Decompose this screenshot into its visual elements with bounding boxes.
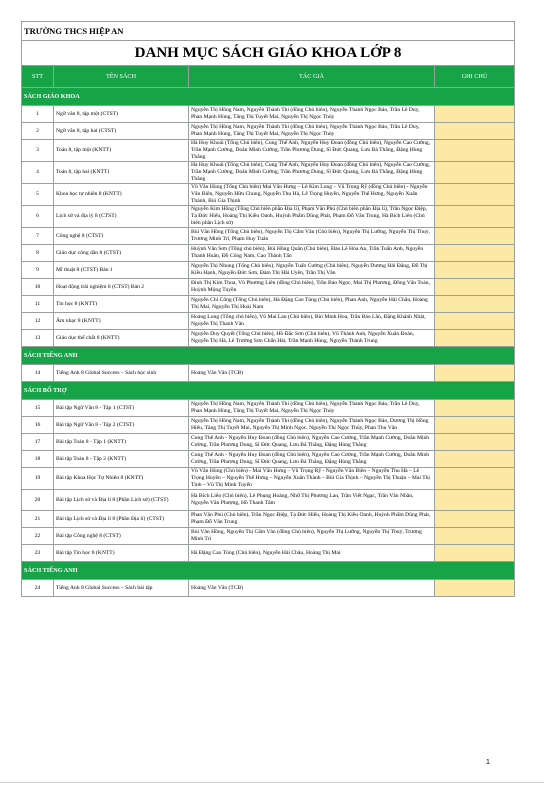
cell-book-title: Toán 8, tập hai (KNTT): [54, 162, 189, 184]
header-stt: STT: [22, 66, 54, 88]
cell-book-title: Bài tập Toán 8 - Tập 2 (KNTT): [54, 451, 189, 468]
cell-note: [435, 245, 515, 262]
book-list-body: [22, 22, 515, 597]
cell-authors: [189, 140, 435, 162]
cell-book-title: Bài tập Ngữ Văn 8 - Tập 1 (CTST): [54, 400, 189, 417]
authors-text: Nguyễn Chí Công (Tổng Chủ biên), Hà Đặng Cao Tùng (Chủ biên), Phan Anh, Nguyễn Hải Châu, Hoàng Thị Mai, Nguyễn Thị Hoài Nam: [191, 297, 428, 310]
table-row: [22, 140, 515, 162]
table-row: [22, 468, 515, 490]
cell-book-title: Bài tập Khoa Học Tự Nhiên 8 (KNTT): [54, 468, 189, 490]
authors-text: Nguyễn Thị Hồng Nam, Nguyễn Thành Thi (đồng Chủ biên), Nguyễn Thành Ngọc Bảo, Trần Lê Duy, Phan Mạnh Hùng, Tăng Thị Tuyết Mai, Nguyễn Thị Ngọc Thúy: [191, 401, 420, 414]
cell-stt: 24: [22, 580, 54, 597]
cell-authors: [189, 279, 435, 296]
cell-authors: [189, 511, 435, 528]
cell-stt: 23: [22, 545, 54, 562]
cell-note: [435, 184, 515, 206]
authors-text: Bùi Văn Hồng (Tổng Chủ biên), Nguyễn Thị Cẩm Vân (Chủ biên), Nguyễn Thị Lưỡng, Nguyễn Thị Thuý, Trương Minh Trí, Phạm Huy Tuân: [191, 229, 430, 242]
header-ten-sach: TÊN SÁCH: [54, 66, 189, 88]
cell-note: [435, 162, 515, 184]
table-row: [22, 245, 515, 262]
authors-text: Huỳnh Văn Sơn (Tổng chủ biên), Bùi Hồng Quân (Chủ biên), Đào Lê Hòa An, Trần Tuấn Anh, Nguyễn Thanh Huân, Đỗ Công Nam, Cao Thành Tấn: [191, 246, 424, 259]
table-row: [22, 313, 515, 330]
cell-note: [435, 490, 515, 511]
cell-note: [435, 580, 515, 597]
cell-book-title: Ngữ văn 8, tập hai (CTST): [54, 123, 189, 140]
section-header: [22, 562, 515, 580]
table-row: [22, 262, 515, 279]
header-row: [22, 66, 515, 88]
table-row: [22, 434, 515, 451]
authors-text: Hà Đặng Cao Tùng (Chủ biên), Nguyễn Hải Châu, Hoàng Thị Mai: [191, 549, 341, 556]
cell-stt: 8: [22, 245, 54, 262]
cell-stt: 20: [22, 490, 54, 511]
cell-note: [435, 468, 515, 490]
header-ghi-chu: GHI CHÚ: [435, 66, 515, 88]
cell-note: [435, 206, 515, 228]
cell-note: [435, 313, 515, 330]
cell-book-title: Âm nhạc 8 (KNTT): [54, 313, 189, 330]
cell-stt: 4: [22, 162, 54, 184]
cell-authors: [189, 365, 435, 382]
authors-text: Nguyễn Thị Hồng Nam, Nguyễn Thành Thi (đồng Chủ biên), Nguyễn Thành Ngọc Bảo, Trần Lê Duy, Phan Mạnh Hùng, Tăng Thị Tuyết Mai, Nguyễn Thị Ngọc Thúy: [191, 107, 420, 120]
authors-text: Hà Huy Khoái (Tổng Chủ biên), Cung Thế Anh, Nguyễn Huy Đoan (đồng Chủ biên), Nguyễn Cao Cường, Trần Mạnh Cường, Doãn Minh Cường, Trần Phương Dung, Sĩ Đức Quang, Lưu Bá Thắng, Đặng Hùng Thắng: [191, 140, 431, 160]
table-row: [22, 400, 515, 417]
table-row: [22, 580, 515, 597]
page-number: 1: [486, 759, 490, 766]
cell-note: [435, 545, 515, 562]
page-bottom-divider: [0, 782, 544, 783]
authors-text: Vũ Văn Hùng (Chủ biên) - Mai Văn Hưng – Vũ Trọng Rỹ - Nguyễn Văn Biên – Nguyễn Thu Hà – Lê Trọng Huyền – Nguyễn Thế Hưng – Nguyễn Xuân Thành – Bùi Gia Thịnh – Nguyễn Thị Thuận – Mai Thị Tình – Vũ Thị Minh Tuyến: [191, 468, 430, 488]
table-row: [22, 490, 515, 511]
cell-note: [435, 140, 515, 162]
cell-authors: [189, 262, 435, 279]
cell-note: [435, 123, 515, 140]
cell-stt: 21: [22, 511, 54, 528]
cell-authors: [189, 330, 435, 347]
cell-authors: [189, 468, 435, 490]
table-row: [22, 106, 515, 123]
cell-authors: [189, 400, 435, 417]
cell-note: [435, 330, 515, 347]
table-row: [22, 184, 515, 206]
header-tac-gia: TÁC GIẢ: [189, 66, 435, 88]
cell-stt: 9: [22, 262, 54, 279]
cell-stt: 12: [22, 313, 54, 330]
cell-note: [435, 451, 515, 468]
cell-stt: 11: [22, 296, 54, 313]
cell-stt: 22: [22, 528, 54, 545]
cell-authors: [189, 434, 435, 451]
cell-stt: 13: [22, 330, 54, 347]
authors-text: Hoàng Văn Vân (TCB): [191, 369, 244, 376]
cell-authors: [189, 417, 435, 434]
cell-book-title: Công nghệ 8 (CTST): [54, 228, 189, 245]
authors-text: Cung Thế Anh - Nguyễn Huy Đoan (đồng Chủ biên), Nguyễn Cao Cường, Trần Mạnh Cường, Doãn Minh Cường, Trần Phương Dung, Sĩ Đức Quang, Lưu Bá Thắng, Đặng Hùng Thắng: [191, 435, 430, 448]
section-header: [22, 88, 515, 106]
section-title: SÁCH BỔ TRỢ: [22, 382, 515, 400]
page-title: DANH MỤC SÁCH GIÁO KHOA LỚP 8: [22, 41, 515, 66]
cell-note: [435, 434, 515, 451]
cell-stt: 10: [22, 279, 54, 296]
cell-stt: 14: [22, 365, 54, 382]
cell-authors: [189, 245, 435, 262]
authors-text: Nguyễn Thị Nhung (Tổng Chủ biên), Nguyễn Tuấn Cường (Chủ biên), Nguyễn Dương Hải Đăng, Đỗ Thị Kiều Hạnh, Nguyễn Đức Sơn, Đàm Thị Hải Uyên, Trần Thị Vân: [191, 263, 428, 276]
authors-text: Hà Bích Liên (Chủ biên), Lê Phụng Hoàng, Nhữ Thị Phương Lan, Trần Viết Ngạc, Trần Văn Nhân, Nguyễn Văn Phượng, Hồ Thanh Tâm: [191, 493, 414, 506]
book-list-table: [21, 21, 515, 597]
authors-text: Vũ Văn Hùng (Tổng Chủ biên) Mai Văn Hưng – Lê Kim Long – Vũ Trọng Rỹ (đồng Chủ biên) - Nguyễn Văn Biên, Nguyễn Hữu Chung, Nguyễn Thu Hà, Lê Trọng Huyền, Nguyễn Thế Hưng, Nguyễn Xuân Thành, Bùi Gia Thịnh: [191, 184, 428, 204]
cell-book-title: Tin học 8 (KNTT): [54, 296, 189, 313]
cell-stt: 3: [22, 140, 54, 162]
cell-authors: [189, 106, 435, 123]
cell-note: [435, 400, 515, 417]
cell-authors: [189, 184, 435, 206]
table-row: [22, 511, 515, 528]
table-row: [22, 330, 515, 347]
cell-book-title: Tiếng Anh 8 Global Success – Sách bài tập: [54, 580, 189, 597]
cell-note: [435, 262, 515, 279]
cell-book-title: Toán 8, tập một (KNTT): [54, 140, 189, 162]
cell-book-title: Bài tập Toán 8 - Tập 1 (KNTT): [54, 434, 189, 451]
authors-text: Nguyễn Thị Hồng Nam, Nguyễn Thành Thi (đồng Chủ biên), Nguyễn Thành Ngọc Bảo, Trần Lê Duy, Phan Mạnh Hùng, Tăng Thị Tuyết Mai, Nguyễn Thị Ngọc Thúy: [191, 124, 420, 137]
cell-stt: 5: [22, 184, 54, 206]
table-row: [22, 228, 515, 245]
cell-note: [435, 228, 515, 245]
cell-authors: [189, 123, 435, 140]
cell-authors: [189, 206, 435, 228]
table-row: [22, 451, 515, 468]
table-row: [22, 296, 515, 313]
authors-text: Hoàng Long (Tổng chủ biên), Vũ Mai Lan (Chủ biên), Bùi Minh Hoa, Trần Bảo Lân, Đặng Khánh Nhật, Nguyễn Thị Thanh Vân: [191, 314, 426, 327]
section-header: [22, 382, 515, 400]
cell-stt: 19: [22, 468, 54, 490]
cell-book-title: Mĩ thuật 8 (CTST) Bản 1: [54, 262, 189, 279]
authors-text: Nguyễn Duy Quyết (Tổng Chủ biên), Hồ Đắc Sơn (Chủ biên), Vũ Thành Anh, Nguyễn Xuân Đoàn, Nguyễn Thị Hà, Lê Trường Sơn Chấn Hải, Trần Mạnh Hùng, Nguyễn Thành Trung: [191, 331, 415, 344]
cell-book-title: Khoa học tự nhiên 8 (KNTT): [54, 184, 189, 206]
section-title: SÁCH GIÁO KHOA: [22, 88, 515, 106]
cell-note: [435, 528, 515, 545]
cell-stt: 17: [22, 434, 54, 451]
table-row: [22, 279, 515, 296]
authors-text: Nguyễn Kim Hồng (Tổng Chủ biên phần Địa lí), Phạm Văn Phú (Chủ biên phần Địa lí), Trần Ngọc Điệp, Tạ Đức Hiếu, Hoàng Thị Kiều Oanh, Huỳnh Phẩm Dũng Phát, Phạm Đỗ Văn Trung, Hà Bích Liên (Chủ biên phần Lịch sử): [191, 206, 428, 226]
cell-stt: 15: [22, 400, 54, 417]
cell-authors: [189, 490, 435, 511]
school-row: [22, 22, 515, 41]
cell-book-title: Giáo dục thể chất 8 (KNTT): [54, 330, 189, 347]
cell-note: [435, 511, 515, 528]
cell-stt: 6: [22, 206, 54, 228]
cell-book-title: Bài tập Tin học 8 (KNTT): [54, 545, 189, 562]
table-row: [22, 417, 515, 434]
cell-stt: 18: [22, 451, 54, 468]
cell-book-title: Lịch sử và địa lý 8 (CTST): [54, 206, 189, 228]
cell-stt: 7: [22, 228, 54, 245]
title-row: [22, 41, 515, 66]
cell-authors: [189, 162, 435, 184]
cell-stt: 1: [22, 106, 54, 123]
authors-text: Nguyễn Thị Hồng Nam, Nguyễn Thành Thi (đồng Chủ biên), Nguyễn Thành Ngọc Bảo, Dương Thị Hồng Hiếu, Tăng Thị Tuyết Mai, Nguyễn Thị Minh Ngọc, Nguyễn Thị Ngọc Thúy, Phan Thu Vân: [191, 418, 429, 431]
cell-authors: [189, 545, 435, 562]
cell-authors: [189, 296, 435, 313]
school-name: TRƯỜNG THCS HIỆP AN: [22, 22, 515, 41]
table-row: [22, 365, 515, 382]
cell-note: [435, 279, 515, 296]
authors-text: Phan Văn Phú (Chủ biên), Trần Ngọc Điệp, Tạ Đức Hiếu, Hoàng Thị Kiều Oanh, Huỳnh Phẩm Dũng Phát, Phạm Đỗ Văn Trung: [191, 512, 431, 525]
cell-stt: 2: [22, 123, 54, 140]
cell-stt: 16: [22, 417, 54, 434]
table-row: [22, 162, 515, 184]
cell-note: [435, 296, 515, 313]
cell-book-title: Giáo dục công dân 8 (CTST): [54, 245, 189, 262]
table-row: [22, 123, 515, 140]
table-row: [22, 545, 515, 562]
cell-book-title: Bài tập Công nghệ 8 (CTST): [54, 528, 189, 545]
cell-book-title: Bài tập Ngữ Văn 8 - Tập 2 (CTST): [54, 417, 189, 434]
cell-book-title: Tiếng Anh 8 Global Success – Sách học sinh: [54, 365, 189, 382]
table-row: [22, 528, 515, 545]
cell-note: [435, 106, 515, 123]
table-row: [22, 206, 515, 228]
cell-note: [435, 365, 515, 382]
authors-text: Cung Thế Anh - Nguyễn Huy Đoan (đồng Chủ biên), Nguyễn Cao Cường, Trần Mạnh Cường, Doãn Minh Cường, Trần Phương Dung, Sĩ Đức Quang, Lưu Bá Thắng, Đặng Hùng Thắng: [191, 452, 430, 465]
authors-text: Hoàng Văn Vân (TCB): [191, 584, 244, 591]
authors-text: Bùi Văn Hồng, Nguyễn Thị Cẩm Vân (đồng Chủ biên), Nguyễn Thị Lưỡng, Nguyễn Thị Thuý, Trương Minh Trí: [191, 529, 422, 542]
cell-authors: [189, 313, 435, 330]
section-title: SÁCH TIẾNG ANH: [22, 562, 515, 580]
authors-text: Đinh Thị Kim Thoa, Vũ Phương Liên (đồng Chủ biên), Trần Bảo Ngọc, Mai Thị Phương, Đồng Văn Toàn, Huỳnh Mộng Tuyền: [191, 280, 430, 293]
cell-note: [435, 417, 515, 434]
authors-text: Hà Huy Khoái (Tổng Chủ biên), Cung Thế Anh, Nguyễn Huy Đoan (đồng Chủ biên), Nguyễn Cao Cường, Trần Mạnh Cường, Doãn Minh Cường, Trần Phương Dung, Sĩ Đức Quang, Lưu Bá Thắng, Đặng Hùng Thắng: [191, 162, 431, 182]
cell-authors: [189, 451, 435, 468]
section-title: SÁCH TIẾNG ANH: [22, 347, 515, 365]
cell-authors: [189, 528, 435, 545]
cell-book-title: Ngữ văn 8, tập một (CTST): [54, 106, 189, 123]
cell-book-title: Bài tập Lịch sử và Địa lí 8 (Phần Địa lí) (CTST): [54, 511, 189, 528]
cell-book-title: Bài tập Lịch sử và Địa lí 8 (Phần Lịch sử) (CTST): [54, 490, 189, 511]
section-header: [22, 347, 515, 365]
cell-authors: [189, 580, 435, 597]
cell-authors: [189, 228, 435, 245]
cell-book-title: Hoạt động trải nghiệm 8 (CTST) Bản 2: [54, 279, 189, 296]
